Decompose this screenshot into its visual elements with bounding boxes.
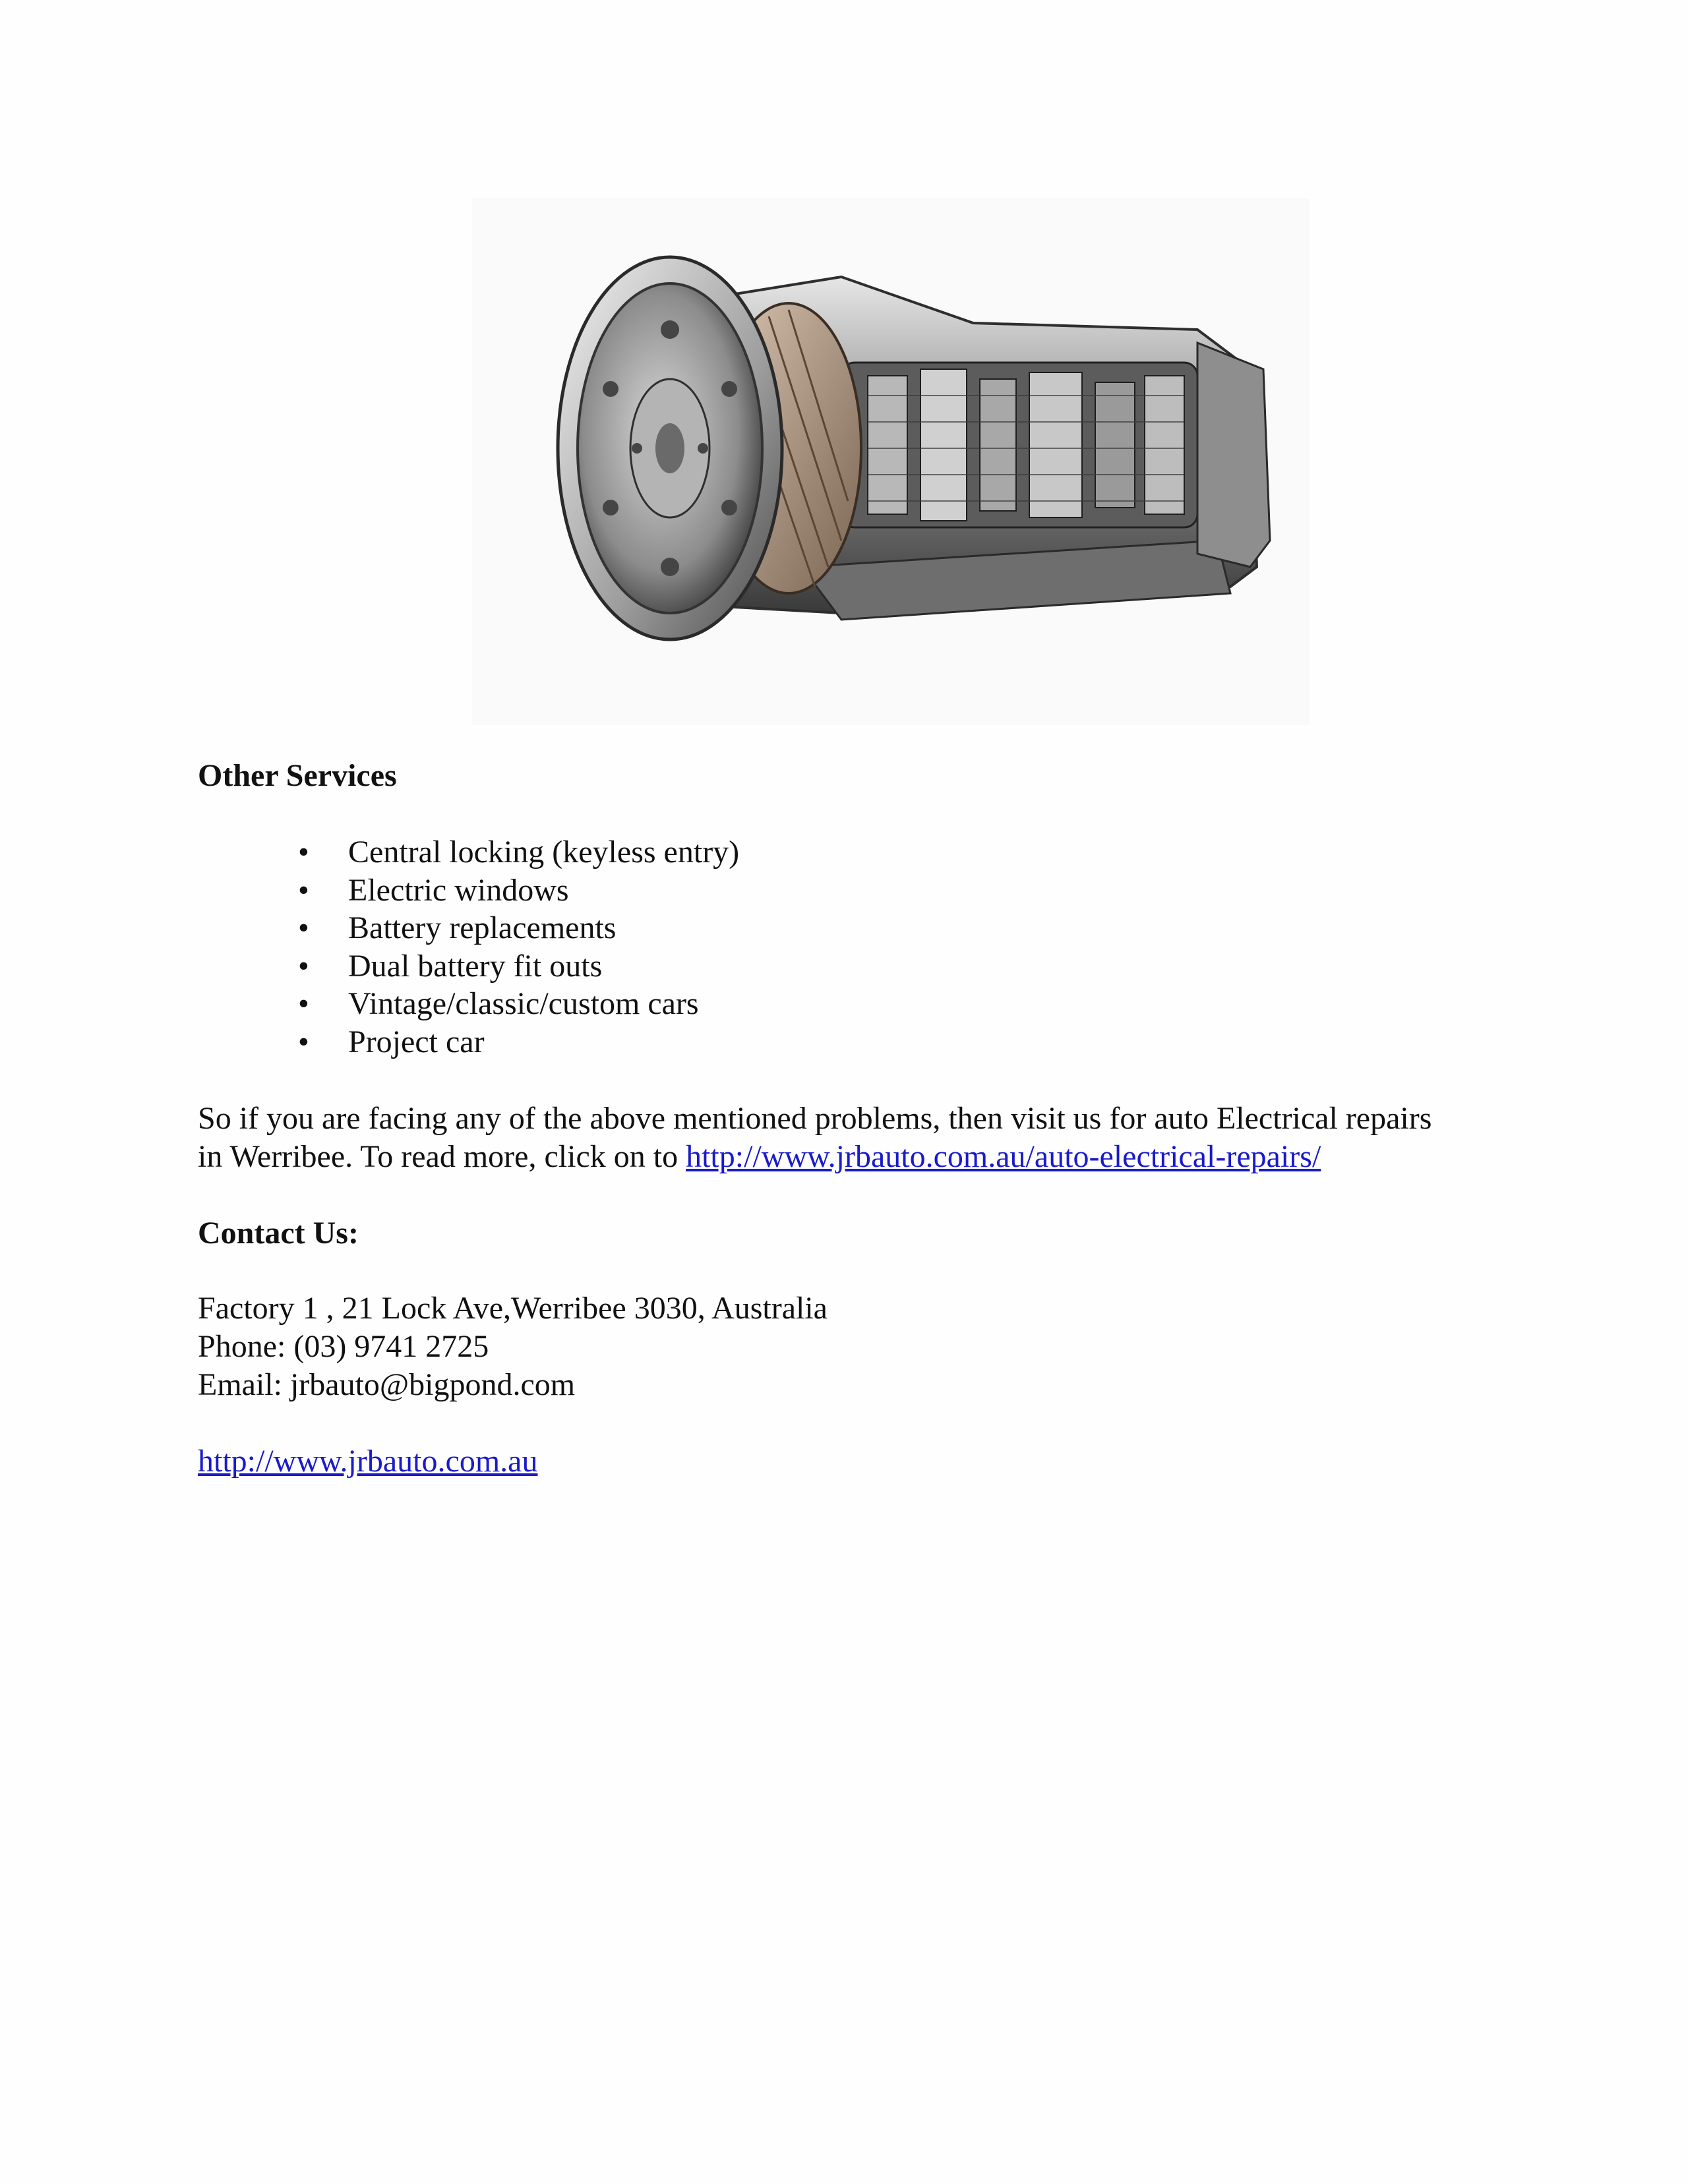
transmission-image [472, 198, 1310, 725]
list-item [298, 947, 739, 986]
website-link[interactable]: http://www.jrbauto.com.au [198, 1444, 538, 1479]
paragraph-line-2-text: in Werribee. To read more, click on to [198, 1139, 686, 1174]
list-item [298, 871, 739, 910]
bullet-icon: • [298, 1024, 309, 1059]
bullet-icon: • [298, 910, 309, 945]
other-services-heading: Other Services [198, 758, 397, 793]
paragraph-line-2 [198, 1138, 1517, 1176]
service-label: Central locking (keyless entry) [348, 835, 740, 870]
list-item [298, 1023, 739, 1061]
service-label: Electric windows [348, 872, 569, 908]
list-item [298, 985, 739, 1023]
repairs-paragraph [198, 1100, 1517, 1176]
service-label: Battery replacements [348, 910, 617, 945]
transmission-cutaway-icon [472, 198, 1310, 725]
service-label: Project car [348, 1024, 485, 1059]
bullet-icon: • [298, 835, 309, 870]
address-line: Factory 1 , 21 Lock Ave,Werribee 3030, Australia [198, 1291, 828, 1326]
contact-details [198, 1289, 1517, 1404]
bullet-icon: • [298, 872, 309, 908]
phone-line: Phone: (03) 9741 2725 [198, 1329, 489, 1364]
list-item [298, 909, 739, 947]
bullet-icon: • [298, 948, 309, 984]
email-line: Email: jrbauto@bigpond.com [198, 1367, 576, 1402]
paragraph-line-1: So if you are facing any of the above mentioned problems, then visit us for auto Electrical repairs [198, 1101, 1432, 1136]
auto-electrical-repairs-link[interactable]: http://www.jrbauto.com.au/auto-electrical-repairs/ [686, 1139, 1321, 1174]
service-label: Dual battery fit outs [348, 948, 603, 984]
bullet-icon: • [298, 986, 309, 1021]
service-label: Vintage/classic/custom cars [348, 986, 699, 1021]
list-item [298, 833, 739, 871]
contact-us-heading: Contact Us: [198, 1216, 359, 1251]
website-block [198, 1442, 1517, 1481]
services-list [298, 833, 739, 1061]
